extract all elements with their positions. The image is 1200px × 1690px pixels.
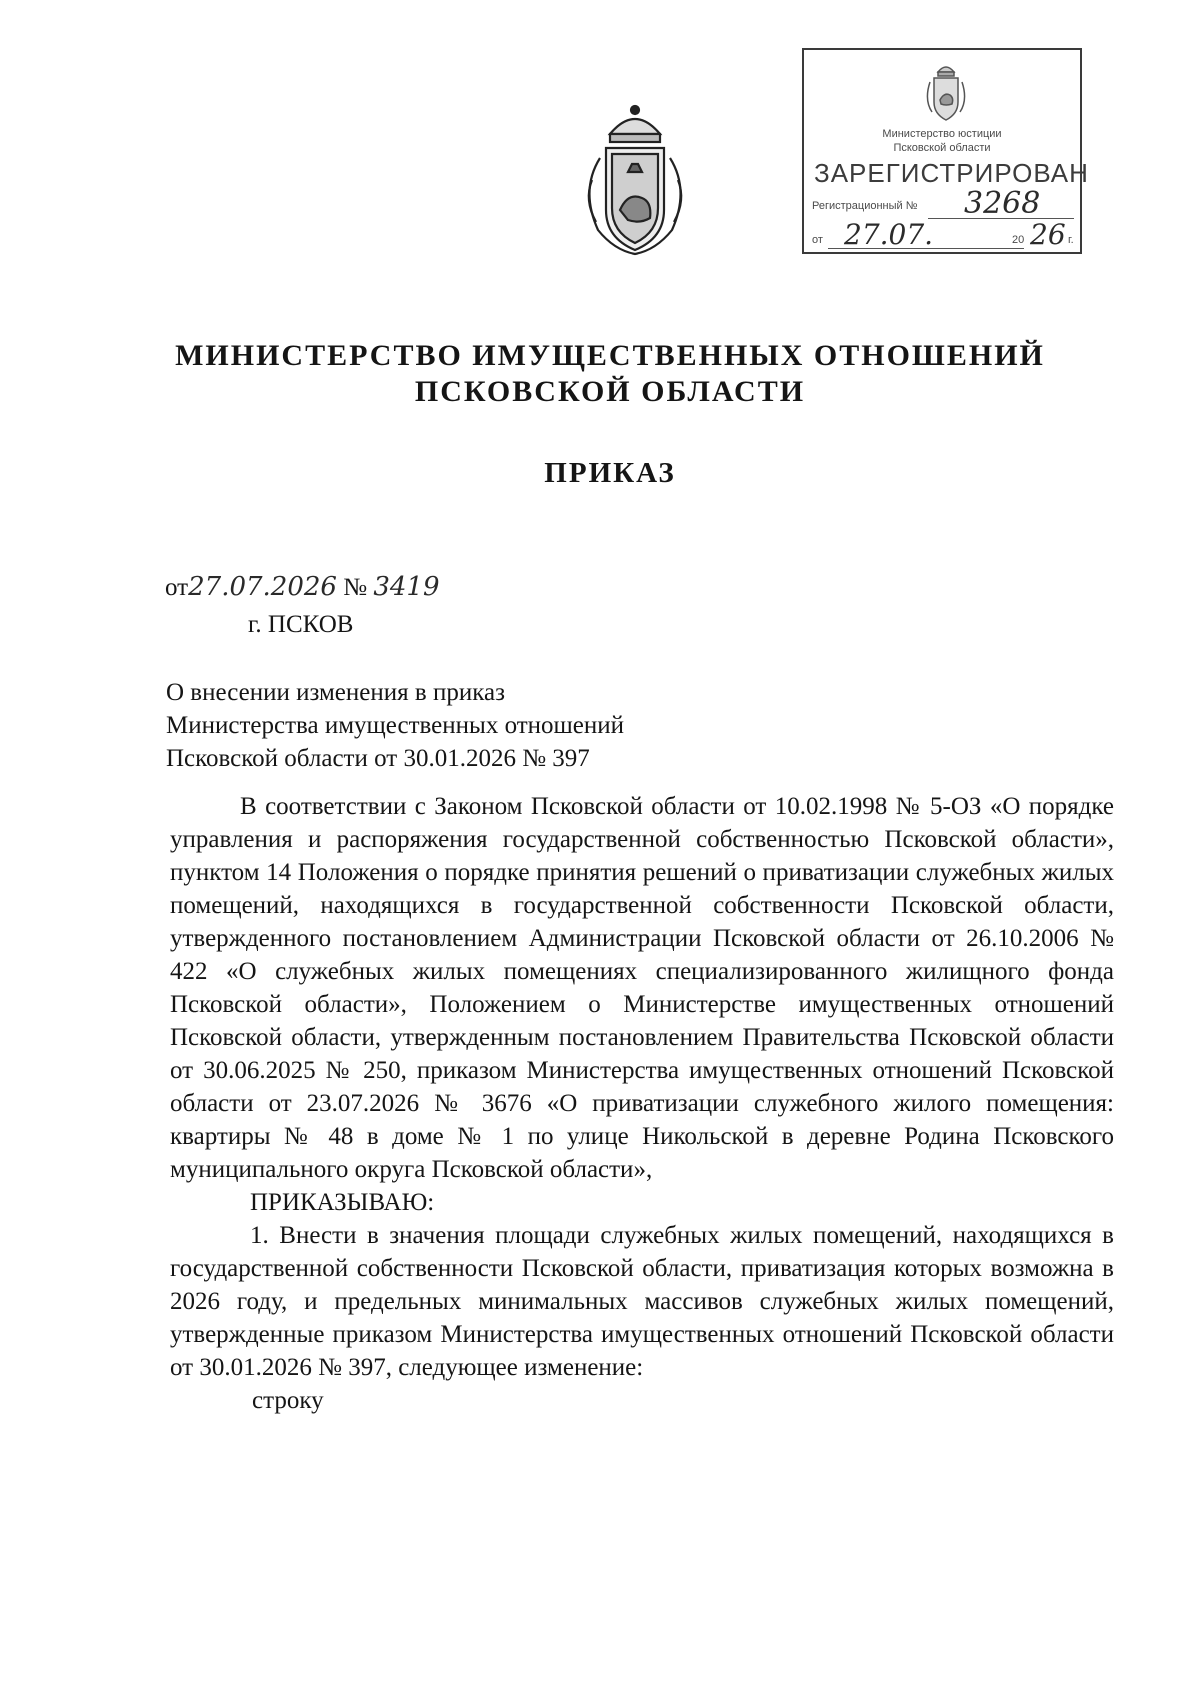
preamble-paragraph: В соответствии с Законом Псковской области от 10.02.1998 № 5-ОЗ «О порядке управления и распоряжения государственной собственностью Псковской области», пунктом 14 Положения о порядке принятия решений о приватизации служебных жилых помещений, находящихся в государственной собственности Псковской области, утвержденного постановлением Администрации Псковской области от 26.10.2006 № 422 «О служебных жилых помещениях специализированного жилищного фонда Псковской области», Положением о Министерстве имущественных отношений Псковской области, утвержденным постановлением Правительства Псковской области от 30.06.2025 № 250, приказом Министерства имущественных отношений Псковской области от 23.07.2026 № 3676 «О приватизации служебного жилого помещения: квартиры № 48 в доме № 1 по улице Никольской в деревне Родина Псковского муниципального округа Псковской области», (170, 793, 1114, 1183)
stamp-registration-label: Регистрационный № (812, 200, 918, 212)
order-date-number (165, 572, 440, 602)
stamp-coat-of-arms-emblem (924, 60, 968, 124)
order-number: 3419 (373, 572, 440, 602)
order-word: ПРИКАЗЫВАЮ: (250, 1189, 435, 1216)
order-date: 27.07.2026 (188, 572, 337, 602)
stamp-ministry-line2: Псковской области (893, 142, 991, 154)
subject-line1: О внесении изменения в приказ (166, 679, 505, 706)
item-1-paragraph: 1. Внести в значения площади служебных жилых помещений, находящихся в государственной собственности Псковской области, приватизация которых возможна в 2026 году, и предельных минимальных массивов служебных жилых помещений, утвержденные приказом Министерства имущественных отношений Псковской области от 30.01.2026 № 397, следующее изменение: (170, 1222, 1114, 1381)
subject-line2: Министерства имущественных отношений (166, 712, 625, 739)
row-word: строку (252, 1387, 324, 1414)
subject-line3: Псковской области от 30.01.2026 № 397 (166, 745, 590, 772)
stamp-registration-number: 3268 (964, 186, 1041, 221)
stamp-year-suffix: г. (1068, 234, 1074, 246)
ministry-heading-line1: МИНИСТЕРСТВО ИМУЩЕСТВЕННЫХ ОТНОШЕНИЙ (175, 339, 1045, 372)
stamp-date-underline (828, 248, 1024, 249)
stamp-year-prefix: 20 (1012, 234, 1025, 246)
order-city: г. ПСКОВ (248, 611, 354, 638)
order-number-label: № (343, 574, 368, 601)
order-subject (166, 676, 624, 775)
ministry-heading-line2: ПСКОВСКОЙ ОБЛАСТИ (414, 375, 806, 408)
document-type-title: ПРИКАЗ (544, 457, 676, 489)
stamp-registered-title: ЗАРЕГИСТРИРОВАН (814, 158, 1089, 188)
order-date-prefix: от (165, 574, 189, 601)
ministry-heading (160, 338, 1060, 410)
stamp-year: 26 (1030, 218, 1066, 251)
stamp-ministry-line1: Министерство юстиции (882, 128, 1002, 140)
coat-of-arms-emblem (570, 100, 700, 260)
stamp-date: 27.07. (844, 218, 934, 251)
registration-stamp (802, 48, 1089, 254)
stamp-date-prefix: от (812, 234, 823, 246)
order-body (170, 790, 1114, 1417)
